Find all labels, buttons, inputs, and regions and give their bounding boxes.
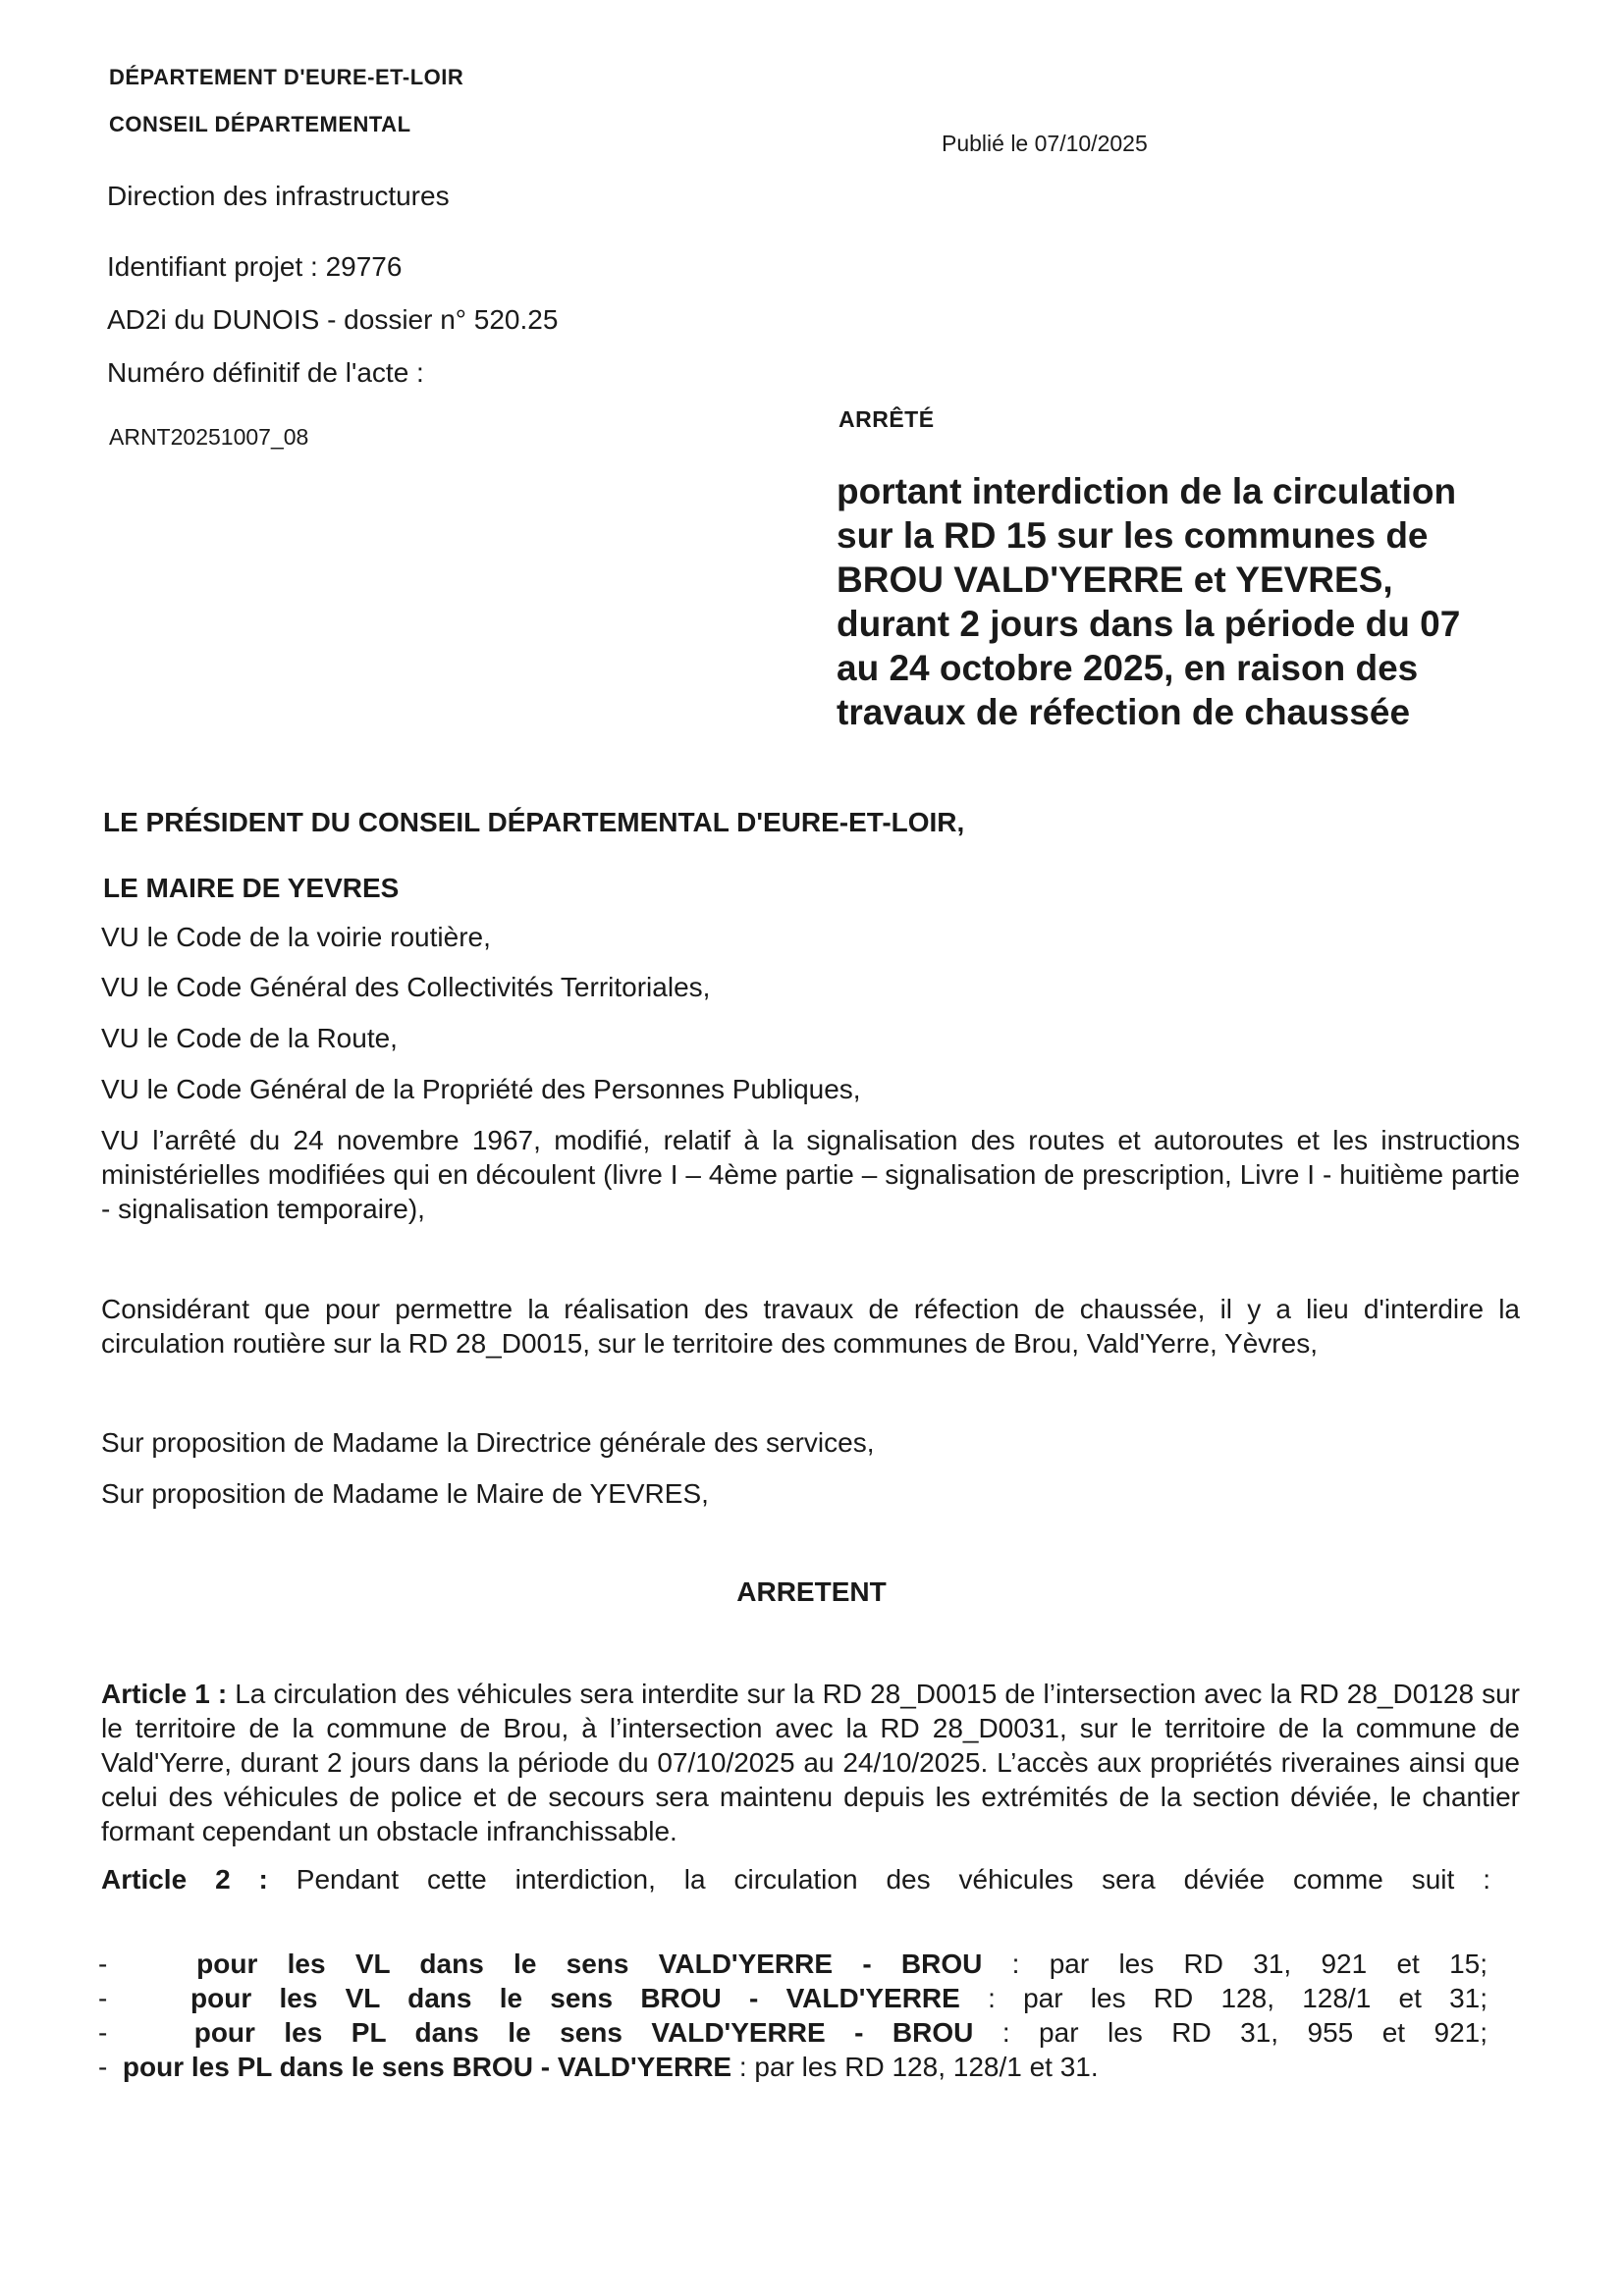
article-1 — [101, 1677, 1520, 1848]
decree-title-line: au 24 octobre 2025, en raison des — [837, 648, 1419, 688]
proposition-item: Sur proposition de Madame le Maire de YEVRES, — [101, 1478, 709, 1509]
dossier-number: AD2i du DUNOIS - dossier n° 520.25 — [107, 304, 559, 335]
decree-title-line: travaux de réfection de chaussée — [837, 692, 1411, 732]
consideration-item: VU le Code Général de la Propriété des Personnes Publiques, — [101, 1074, 861, 1104]
article-1-text: La circulation des véhicules sera interdite sur la RD 28_D0015 de l’intersection avec la RD 28_D0128 sur le territoire de la commune de Brou, à l’intersection avec la RD 28_D0031, sur le territoire de la commune de Vald'Yerre, durant 2 jours dans la période du 07/10/2025 au 24/10/2025. L’accès aux propriétés riveraines ainsi que celui des véhicules de police et de secours sera maintenu depuis les extrémités de la section déviée, le chantier formant cependant un obstacle infranchissable. — [101, 1679, 1520, 1846]
deviation-item: - pour les PL dans le sens VALD'YERRE - BROU : par les RD 31, 955 et 921; — [98, 2017, 1488, 2048]
article-2-text: Pendant cette interdiction, la circulation des véhicules sera déviée comme suit : — [267, 1864, 1490, 1895]
consideration-item: VU le Code de la Route, — [101, 1023, 398, 1053]
decree-title-line: durant 2 jours dans la période du 07 — [837, 604, 1461, 644]
decree-title-line: BROU VALD'YERRE et YEVRES, — [837, 560, 1393, 600]
article-1-label: Article 1 : — [101, 1679, 228, 1709]
decree-title-line: sur la RD 15 sur les communes de — [837, 515, 1429, 556]
decree-title — [837, 469, 1543, 734]
president-heading: LE PRÉSIDENT DU CONSEIL DÉPARTEMENTAL D'EURE-ET-LOIR, — [103, 807, 965, 837]
consideration-item: VU l’arrêté du 24 novembre 1967, modifié, relatif à la signalisation des routes et autoroutes et les instructions ministérielles modifiées qui en découlent (livre I – 4ème partie – signalisation de prescription, Livre I - huitième partie - signalisation temporaire), — [101, 1125, 1520, 1224]
considerant-paragraph: Considérant que pour permettre la réalisation des travaux de réfection de chaussée, il y a lieu d'interdire la circulation routière sur la RD 28_D0015, sur le territoire des communes de Brou, Vald'Yerre, Yèvres, — [101, 1294, 1520, 1359]
project-id: Identifiant projet : 29776 — [107, 251, 403, 282]
mayor-heading: LE MAIRE DE YEVRES — [103, 873, 400, 903]
deviation-item: - pour les VL dans le sens BROU - VALD'YERRE : par les RD 128, 128/1 et 31; — [98, 1983, 1488, 2013]
article-2 — [101, 1862, 1490, 1896]
deviation-item: - pour les VL dans le sens VALD'YERRE - BROU : par les RD 31, 921 et 15; — [98, 1949, 1488, 1979]
department-name: DÉPARTEMENT D'EURE-ET-LOIR — [109, 65, 464, 89]
direction: Direction des infrastructures — [107, 181, 450, 211]
deviation-item: - pour les PL dans le sens BROU - VALD'YERRE : par les RD 128, 128/1 et 31. — [98, 2052, 1099, 2082]
decree-type: ARRÊTÉ — [839, 406, 935, 432]
decree-title-line: portant interdiction de la circulation — [837, 471, 1457, 511]
arretent-heading: ARRETENT — [736, 1576, 887, 1607]
article-2-label: Article 2 : — [101, 1864, 268, 1895]
act-number-label: Numéro définitif de l'acte : — [107, 357, 424, 388]
council-name: CONSEIL DÉPARTEMENTAL — [109, 112, 411, 136]
consideration-item: VU le Code Général des Collectivités Territoriales, — [101, 972, 711, 1002]
act-number: ARNT20251007_08 — [109, 424, 309, 450]
publication-date: Publié le 07/10/2025 — [942, 131, 1148, 156]
proposition-item: Sur proposition de Madame la Directrice générale des services, — [101, 1427, 875, 1458]
consideration-item: VU le Code de la voirie routière, — [101, 922, 491, 952]
